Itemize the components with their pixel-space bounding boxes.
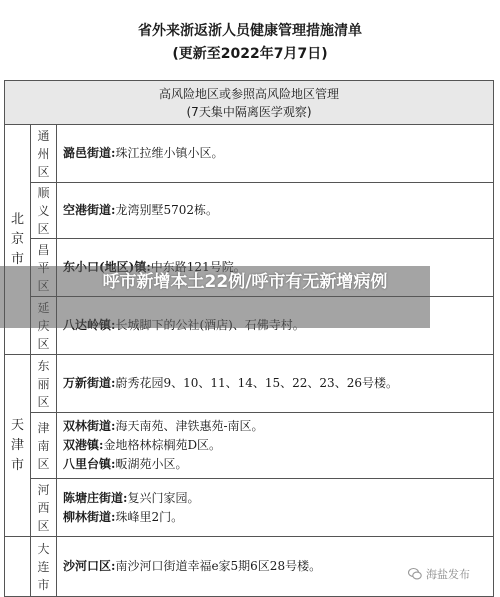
headline-text: 呼市新增本土22例/呼市有无新增病例 — [102, 272, 388, 292]
district-cell: 大连市 — [31, 537, 57, 597]
district-cell: 河西区 — [31, 479, 57, 537]
entry-cell: 万新街道:蔚秀花园9、10、11、14、15、22、23、26号楼。 — [57, 355, 494, 413]
district-cell: 东丽区 — [31, 355, 57, 413]
district-cell: 区 — [31, 297, 57, 355]
entry-cell: 双林街道:海天南苑、津铁惠苑-南区。 双港镇:金地格林棕榈苑D区。 八里台镇:畈湖苑小区。 — [57, 413, 494, 479]
district-cell: 昌 — [31, 239, 57, 297]
table-header-title: 高风险地区或参照高风险地区管理 — [158, 86, 339, 101]
table-header-note: (7天集中隔离医学观察) — [186, 104, 312, 119]
document-subtitle: (更新至2022年7月7日) — [172, 46, 328, 62]
city-cell: 北京市 — [5, 125, 31, 355]
watermark-text: 海盐发布 — [426, 568, 470, 581]
entry-cell: 陈塘庄街道:复兴门家园。 柳林街道:珠峰里2门。 — [57, 479, 494, 537]
district-cell: 顺义区 — [31, 183, 57, 239]
city-cell: 天津市 — [5, 355, 31, 537]
district-cell: 通州区 — [31, 125, 57, 183]
entry-cell: 空港街道:龙湾别墅5702栋。 — [57, 183, 494, 239]
city-cell — [5, 537, 31, 597]
entry-cell: 沙河口区:南沙河口街道幸福e家5期6区28号楼。 — [57, 537, 494, 597]
table-header — [5, 81, 494, 125]
entry-cell: 潞邑街道:珠江拉维小镇小区。 — [57, 125, 494, 183]
wechat-icon — [408, 567, 422, 581]
district-cell: 津南区 — [31, 413, 57, 479]
document-title: 省外来浙返浙人员健康管理措施清单 — [138, 23, 362, 39]
risk-area-table — [4, 80, 494, 597]
watermark — [408, 566, 470, 582]
